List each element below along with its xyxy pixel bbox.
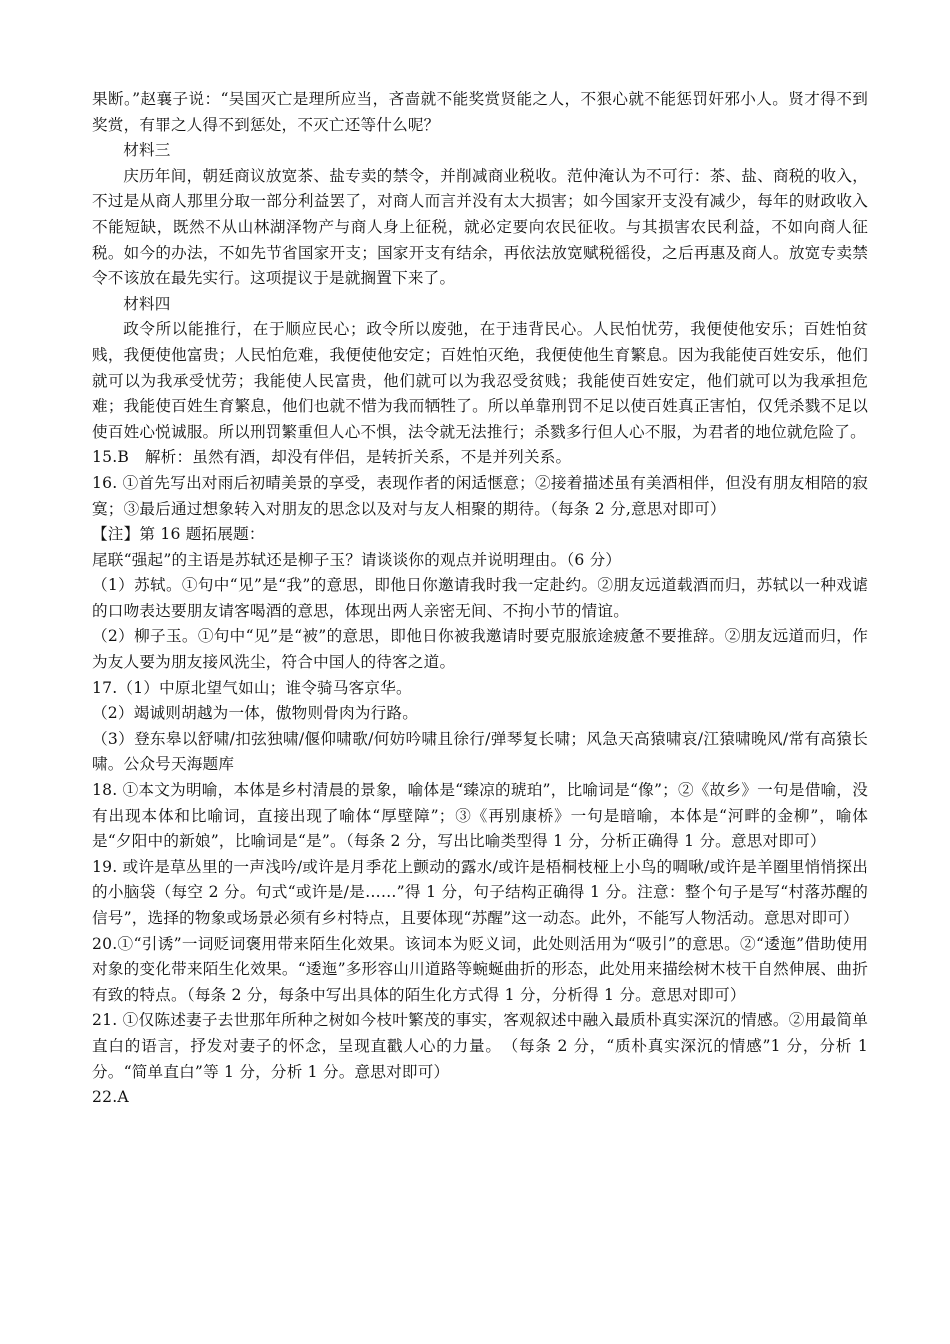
paragraph: 材料三	[123, 141, 171, 160]
paragraph: （2）竭诚则胡越为一体，傲物则骨肉为行路。	[92, 704, 418, 723]
paragraph: （1）苏轼。①句中“见”是“我”的意思，即他日你邀请我时我一定赴约。②朋友远道载酒而归，苏轼以一种戏谑的口吻表达要朋友请客喝酒的意思，体现出两人亲密无间、不拘小节的情谊。	[92, 576, 868, 620]
paragraph: （3）登东皋以舒啸/扣弦独啸/偃仰啸歌/何妨吟啸且徐行/弹琴复长啸；风急天高猿啸哀/江猿啸晚风/常有高猿长啸。公众号天海题库	[92, 729, 868, 774]
paragraph: 果断。”赵襄子说：“吴国灭亡是理所应当，吝啬就不能奖赏贤能之人，不狠心就不能惩罚奸邪小人。贤才得不到奖赏，有罪之人得不到惩处，不灭亡还等什么呢？	[92, 90, 868, 134]
paragraph: （2）柳子玉。①句中“见”是“被”的意思，即他日你被我邀请时要克服旅途疲惫不要推辞。②朋友远道而归，作为友人要为朋友接风洗尘，符合中国人的待客之道。	[92, 627, 868, 672]
paragraph: 18. ①本文为明喻，本体是乡村清晨的景象，喻体是“臻凉的琥珀”，比喻词是“像”；②《故乡》一句是借喻，没有出现本体和比喻词，直接出现了喻体“厚壁障”；③《再别康桥》一句是暗喻，本体是“河畔的金柳”，喻体是“夕阳中的新娘”，比喻词是“是”。（每条 2 分，写出比喻类型得 1 分，分析正确得 1 分。意思对即可）	[92, 781, 868, 851]
paragraph: 材料四	[123, 294, 171, 313]
paragraph: 20.①“引诱”一词贬词褒用带来陌生化效果。该词本为贬义词，此处则活用为“吸引”的意思。②“逶迤”借助使用对象的变化带来陌生化效果。“逶迤”多形容山川道路等蜿蜒曲折的形态，此处用来描绘树木枝干自然伸展、曲折有致的特点。（每条 2 分，每条中写出具体的陌生化方式得 1 分，分析得 1 分。意思对即可）	[92, 934, 868, 1004]
paragraph: 21. ①仅陈述妻子去世那年所种之树如今枝叶繁茂的事实，客观叙述中融入最质朴真实深沉的情感。②用最简单直白的语言，抒发对妻子的怀念，呈现直戳人心的力量。 （每条 2 分，“质朴真实深沉的情感”1 分，分析 1 分。“简单直白”等 1 分，分析 1 分。意思对即可）	[92, 1011, 868, 1081]
paragraph: 【注】第 16 题拓展题：	[92, 525, 265, 544]
paragraph: 尾联“强起”的主语是苏轼还是柳子玉？请谈谈你的观点并说明理由。（6 分）	[92, 550, 622, 569]
paragraph: 19. 或许是草丛里的一声浅吟/或许是月季花上颤动的露水/或许是梧桐枝桠上小鸟的啁啾/或许是羊圈里悄悄探出的小脑袋（每空 2 分。句式“或许是/是……”得 1 分，句子结构正确得 1 分。注意：整个句子是写“村落苏醒的信号”，选择的物象或场景必须有乡村特点，且要体现“苏醒”这一动态。此外，不能写人物活动。意思对即可）	[92, 857, 868, 927]
document-page	[92, 87, 868, 1111]
paragraph: 17.（1）中原北望气如山；谁令骑马客京华。	[92, 678, 412, 697]
paragraph: 政令所以能推行，在于顺应民心；政令所以废弛，在于违背民心。人民怕忧劳，我便使他安乐；百姓怕贫贱，我便使他富贵；人民怕危难，我便使他安定；百姓怕灭绝，我便使他生育繁息。因为我能使百姓安乐，他们就可以为我承受忧劳；我能使人民富贵，他们就可以为我忍受贫贱；我能使百姓安定，他们就可以为我承担危难；我能使百姓生育繁息，他们也就不惜为我而牺牲了。所以单靠刑罚不足以使百姓真正害怕，仅凭杀戮不足以使百姓心悦诚服。所以刑罚繁重但人心不惧，法令就无法推行；杀戮多行但人心不服，为君者的地位就危险了。	[92, 320, 868, 441]
paragraph: 16. ①首先写出对雨后初晴美景的享受，表现作者的闲适惬意；②接着描述虽有美酒相伴，但没有朋友相陪的寂寞；③最后通过想象转入对朋友的思念以及对与友人相聚的期待。（每条 2 分,意思对即可）	[92, 473, 868, 518]
paragraph: 22.A	[92, 1088, 129, 1107]
paragraph: 15.B 解析：虽然有酒，却没有伴侣，是转折关系，不是并列关系。	[92, 448, 572, 467]
paragraph: 庆历年间，朝廷商议放宽茶、盐专卖的禁令，并削减商业税收。范仲淹认为不可行：茶、盐、商税的收入，不过是从商人那里分取一部分利益罢了，对商人而言并没有太大损害；如今国家开支没有减少，每年的财政收入不能短缺，既然不从山林湖泽物产与商人身上征税，就必定要向农民征收。与其损害农民利益，不如向商人征税。如今的办法，不如先节省国家开支；国家开支有结余，再依法放宽赋税徭役，之后再惠及商人。放宽专卖禁令不该放在最先实行。这项提议于是就搁置下来了。	[92, 166, 868, 288]
